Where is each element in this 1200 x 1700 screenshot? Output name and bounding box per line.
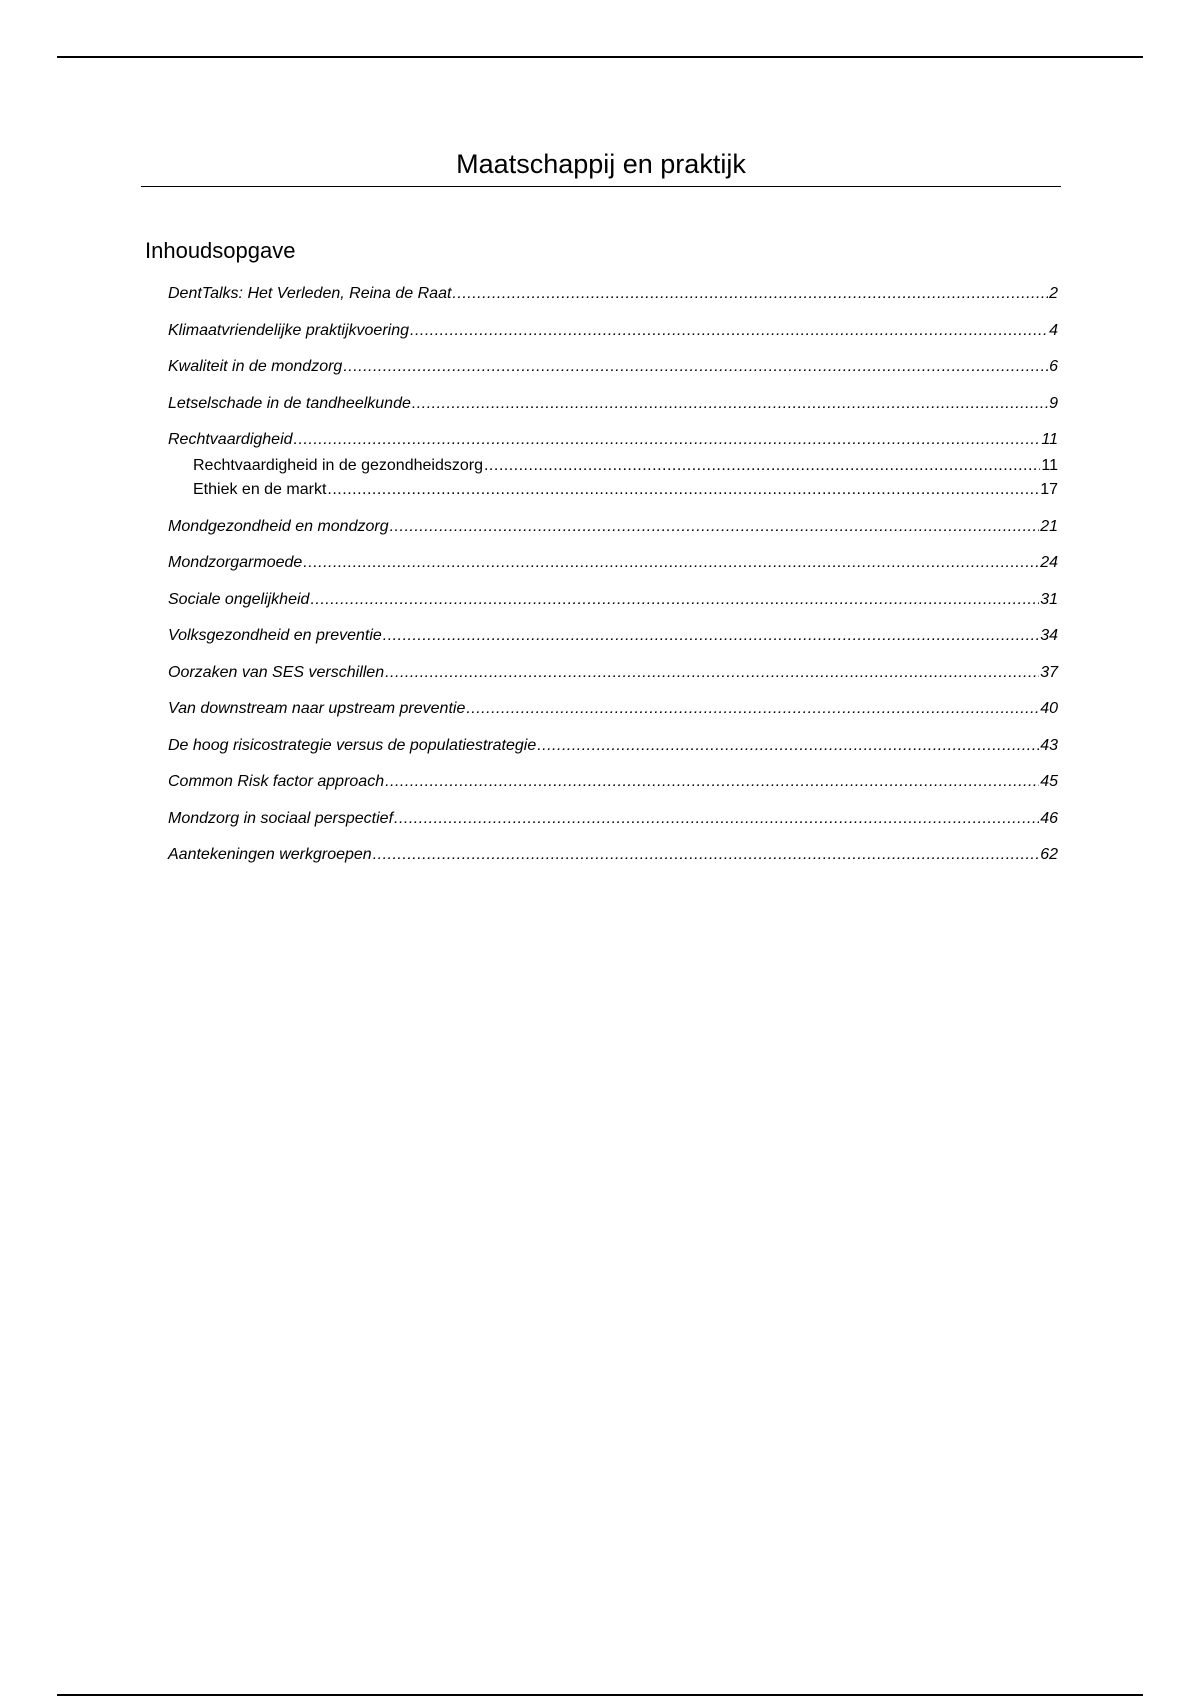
toc-page-number: 4 [1049,321,1058,339]
toc-dot-leader [394,807,1039,831]
toc-dot-leader [310,588,1039,612]
toc-page-number: 37 [1040,663,1058,681]
toc-dot-leader [385,661,1039,685]
toc-dot-leader [390,515,1040,539]
toc-entry[interactable] [168,428,1058,452]
toc-entry-title: Mondzorg in sociaal perspectief [168,809,394,827]
toc-entry-title: Rechtvaardigheid [168,431,293,448]
toc-entry[interactable] [168,843,1058,867]
toc-dot-leader [410,319,1048,343]
toc-dot-leader [412,392,1048,416]
toc-page-number: 6 [1049,358,1058,375]
toc-dot-leader [537,734,1039,758]
toc-entry-title: Letselschade in de tandheelkunde [168,394,411,412]
toc-entry[interactable] [168,319,1058,343]
toc-page-number: 62 [1040,846,1058,863]
toc-page-number: 11 [1041,431,1058,448]
toc-page-number: 2 [1049,285,1058,302]
toc-entry-title: Common Risk factor approach [168,773,385,790]
toc-dot-leader [385,770,1039,794]
toc-entry-title: Ethiek en de markt [193,481,327,498]
toc-page-number: 34 [1040,627,1058,644]
toc-dot-leader [294,428,1041,452]
toc-entry-title: Aantekeningen werkgroepen [168,846,372,863]
document-title: Maatschappij en praktijk [456,149,746,179]
toc-dot-leader [327,478,1039,502]
toc-page-number: 40 [1040,700,1058,717]
toc-entry-title: DentTalks: Het Verleden, Reina de Raat [168,285,452,302]
toc-entry[interactable] [168,392,1058,416]
toc-page-number: 45 [1040,773,1058,790]
toc-entry-title: Oorzaken van SES verschillen [168,663,385,681]
toc-entry[interactable] [168,282,1058,306]
toc-entry-title: Van downstream naar upstream preventie [168,700,466,717]
page-bottom-rule [57,1694,1143,1696]
toc-entry-title: Klimaatvriendelijke praktijkvoering [168,321,409,339]
toc-dot-leader [484,454,1040,478]
toc-entry[interactable] [168,355,1058,379]
toc-entry-title: Mondgezondheid en mondzorg [168,517,389,535]
toc-entry[interactable] [168,661,1058,685]
toc-dot-leader [466,697,1039,721]
toc-page-number: 17 [1040,481,1058,498]
toc-entry[interactable] [168,770,1058,794]
toc-entry[interactable] [168,551,1058,575]
toc-page-number: 21 [1040,517,1058,535]
toc-dot-leader [343,355,1048,379]
toc-entry-title: Sociale ongelijkheid [168,590,310,608]
toc-dot-leader [303,551,1039,575]
toc-page-number: 46 [1040,809,1058,827]
toc-entry-title: Rechtvaardigheid in de gezondheidszorg [193,457,483,474]
toc-dot-leader [373,843,1040,867]
table-of-contents [168,282,1058,867]
toc-heading: Inhoudsopgave [145,238,296,263]
toc-dot-leader [383,624,1039,648]
toc-entry-title: De hoog risicostrategie versus de populatiestrategie [168,736,537,754]
toc-entry[interactable] [168,734,1058,758]
toc-page-number: 9 [1049,394,1058,412]
toc-page-number: 24 [1040,554,1058,571]
toc-page-number: 43 [1040,736,1058,754]
toc-page-number: 31 [1040,590,1058,608]
toc-entry[interactable] [168,807,1058,831]
toc-subentry[interactable] [168,478,1058,502]
toc-entry[interactable] [168,588,1058,612]
toc-dot-leader [452,282,1048,306]
toc-page-number: 11 [1041,457,1058,474]
toc-entry[interactable] [168,515,1058,539]
toc-entry-title: Kwaliteit in de mondzorg [168,358,343,375]
title-underline [141,186,1061,187]
toc-entry[interactable] [168,697,1058,721]
page-top-rule [57,56,1143,58]
toc-entry-title: Mondzorgarmoede [168,554,303,571]
toc-subentry[interactable] [168,454,1058,478]
toc-entry[interactable] [168,624,1058,648]
toc-entry-title: Volksgezondheid en preventie [168,627,382,644]
